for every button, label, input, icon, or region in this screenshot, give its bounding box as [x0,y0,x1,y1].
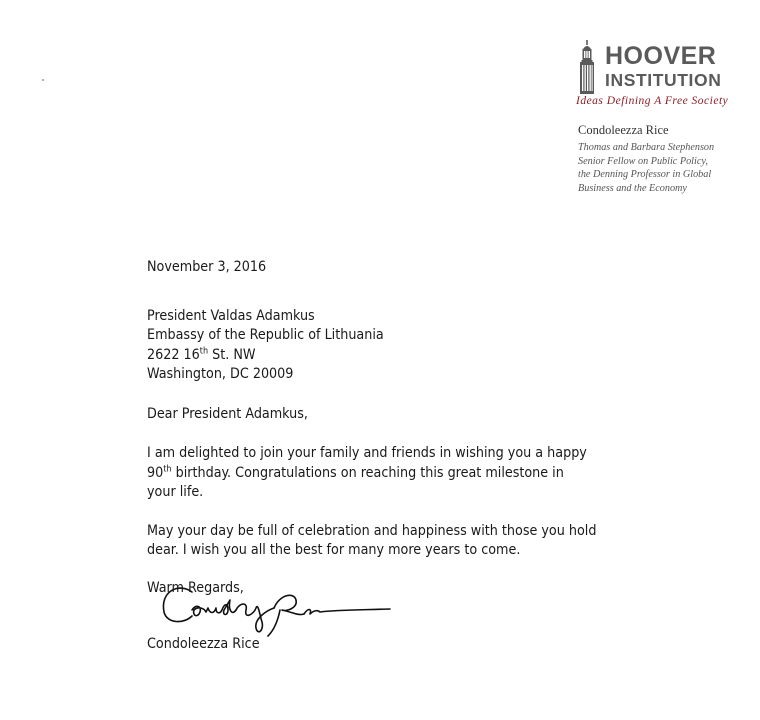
letterhead-sender-name: Condoleezza Rice [578,123,669,137]
address-line [147,346,617,366]
letter-closing: Warm Regards, [147,579,244,596]
hoover-logo [575,40,750,94]
birthday-number: 90 [147,464,164,481]
letter-salutation: Dear President Adamkus, [147,405,308,422]
letter-body [147,258,617,598]
address-street-number: 2622 16 [147,346,200,363]
letterhead-sender-title [578,141,748,195]
address-line: Washington, DC 20009 [147,366,294,382]
paragraph-line: your life. [147,484,204,500]
sender-title-line: Senior Fellow on Public Policy, [578,155,708,167]
letterhead-logo [575,40,750,94]
paragraph-line: dear. I wish you all the best for many more years to come. [147,542,521,558]
paragraph-line: birthday. Congratulations on reaching this great milestone in [171,464,564,481]
paragraph-line: May your day be full of celebration and happiness with those you hold [147,522,597,539]
sender-title-line: Thomas and Barbara Stephenson [578,142,715,153]
hoover-tower-icon [575,40,599,94]
ordinal-suffix: th [199,345,209,356]
letter-paragraph-1 [147,444,617,503]
letter-paragraph-2 [147,522,617,561]
handwritten-signature [158,580,398,642]
address-street-name: St. NW [208,346,256,363]
address-line: President Valdas Adamkus [147,307,315,324]
scan-speck [42,79,44,81]
logo-institution-text: INSTITUTION [605,70,722,91]
address-line: Embassy of the Republic of Lithuania [147,327,384,343]
logo-hoover-text: HOOVER [605,42,717,71]
recipient-address [147,307,617,385]
paragraph-line: I am delighted to join your family and friends in wishing you a happy [147,445,587,461]
sender-title-line: the Denning Professor in Global [578,169,712,180]
ordinal-suffix: th [163,463,172,474]
institution-tagline: Ideas Defining A Free Society [576,95,729,107]
letter-date: November 3, 2016 [147,259,267,275]
signer-name: Condoleezza Rice [147,636,260,652]
sender-title-line: Business and the Economy [578,182,687,194]
